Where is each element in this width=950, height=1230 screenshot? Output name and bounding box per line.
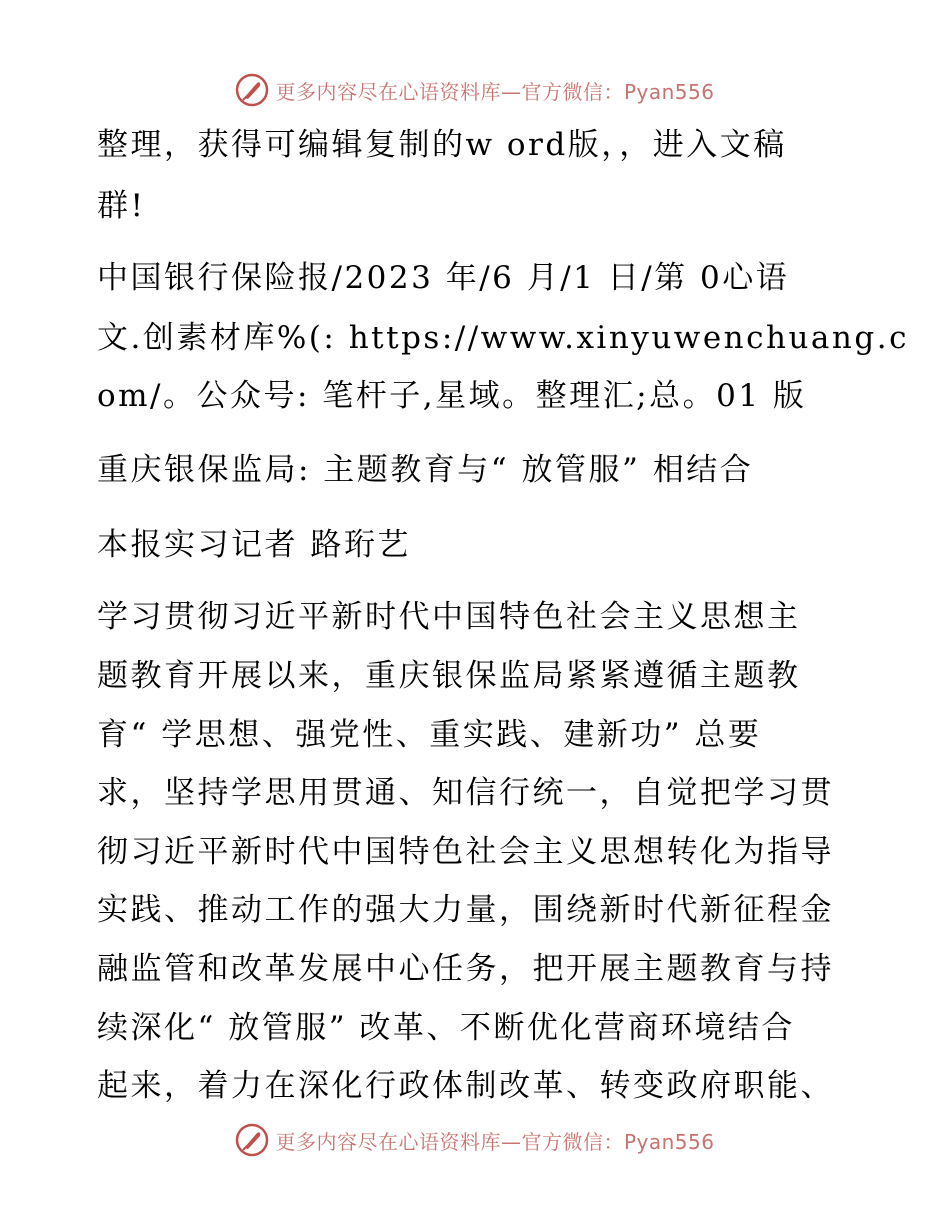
body-line: 育“ 学思想、强党性、重实践、建新功” 总要 [97,717,762,753]
article-headline: 重庆银保监局: 主题教育与“ 放管服” 相结合 [97,452,754,488]
article-byline: 本报实习记者 路珩艺 [97,527,411,563]
watermark-text: 更多内容尽在心语资料库—官方微信：Pyan556 [275,1129,715,1154]
body-line: 起来，着力在深化行政体制改革、转变政府职能、 [97,1068,834,1104]
body-line: 彻习近平新时代中国特色社会主义思想转化为指导 [97,834,834,870]
body-line: 续深化“ 放管服” 改革、不断优化营商环境结合 [97,1010,795,1046]
watermark-banner-bottom [0,1120,950,1160]
body-line: 求，坚持学思用贯通、知信行统一，自觉把学习贯 [97,775,834,811]
body-line: 融监管和改革发展中心任务，把开展主题教育与持 [97,951,834,987]
source-line: 中国银行保险报/2023 年/6 月/1 日/第 0心语 [97,260,790,296]
intro-line: 整理，获得可编辑复制的w ord版，，进入文稿 [97,127,787,163]
source-line: om/。公众号: 笔杆子,星域。整理汇;总。01 版 [97,378,807,414]
watermark-text: 更多内容尽在心语资料库—官方微信：Pyan556 [275,79,715,104]
quill-logo-icon [235,1123,269,1157]
quill-logo-icon [235,73,269,107]
intro-line: 群! [97,188,146,224]
body-line: 学习贯彻习近平新时代中国特色社会主义思想主 [97,599,801,635]
body-line: 实践、推动工作的强大力量，围绕新时代新征程金 [97,892,834,928]
body-line: 题教育开展以来，重庆银保监局紧紧遵循主题教 [97,658,801,694]
source-line: 文.创素材库%(: https://www.xinyuwenchuang.c [97,320,909,356]
watermark-banner-top [0,70,950,110]
